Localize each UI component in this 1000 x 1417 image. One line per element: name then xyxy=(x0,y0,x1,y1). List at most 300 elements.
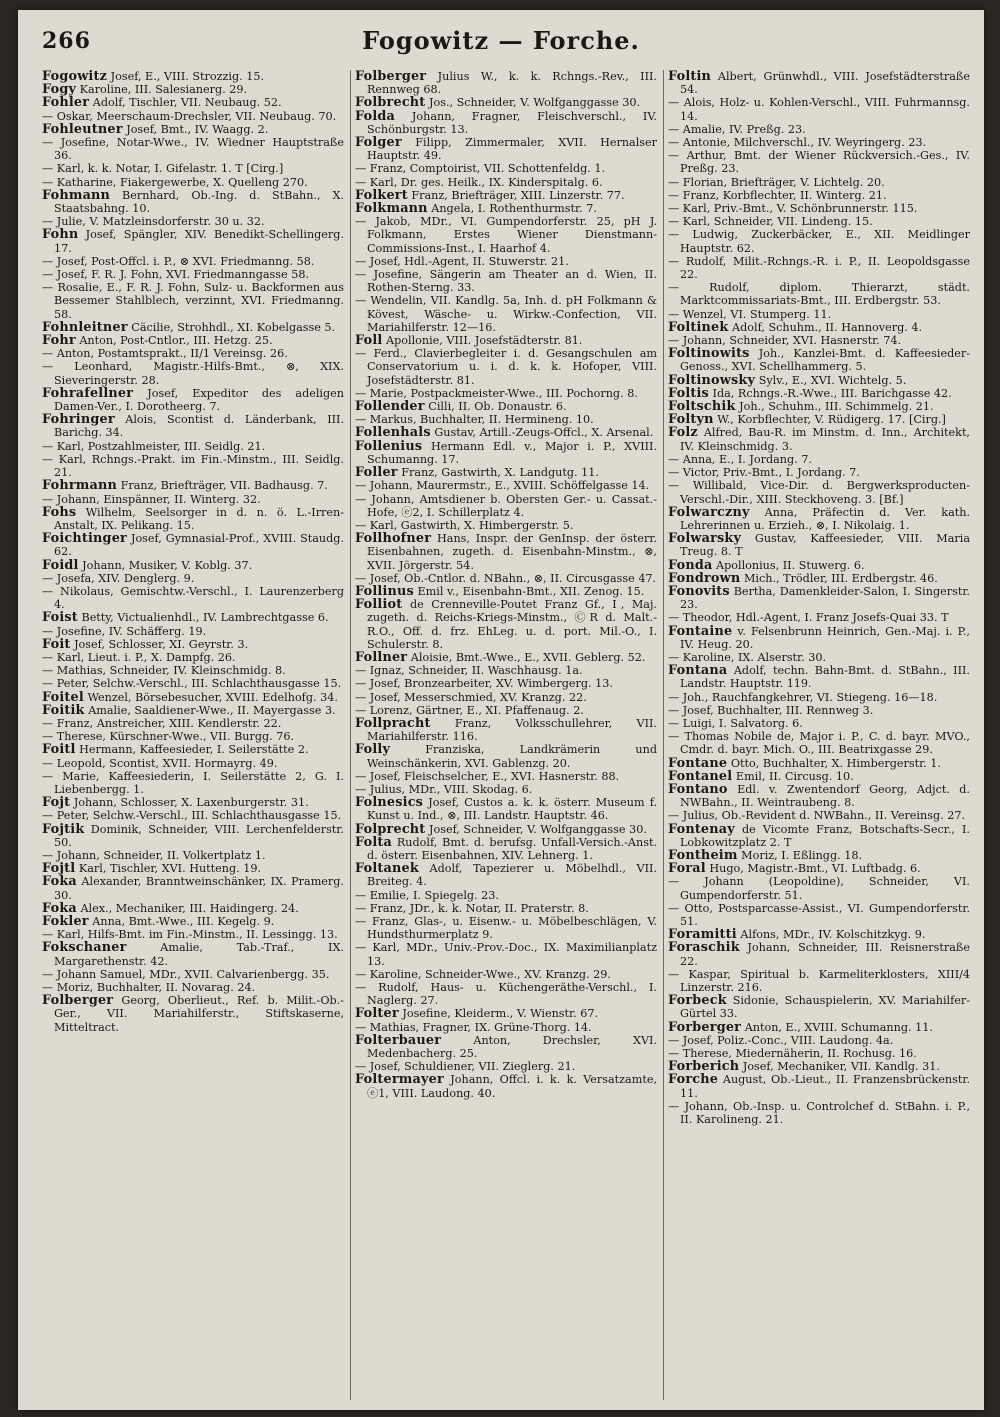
directory-entry xyxy=(42,717,344,730)
directory-entry xyxy=(42,664,344,677)
entry-details: Karoline, III. Salesianerg. 29. xyxy=(79,83,248,97)
entry-details: Ida, Rchngs.-R.-Wwe., III. Barichgasse 42. xyxy=(712,386,952,400)
entry-details: — Ignaz, Schneider, II. Waschhausg. 1a. xyxy=(355,664,583,678)
directory-entry xyxy=(668,466,970,479)
directory-entry xyxy=(668,862,970,875)
entry-surname: Fohrafellner xyxy=(42,385,134,401)
entry-details: — Oskar, Meerschaum-Drechsler, VII. Neubaug. 70. xyxy=(42,109,337,123)
directory-entry xyxy=(42,875,344,901)
entry-details: — Josefine, Sängerin am Theater an d. Wien, II. Rothen-Sterng. 33. xyxy=(355,268,657,295)
entry-details: — Johann, Einspänner, II. Winterg. 32. xyxy=(42,492,261,506)
directory-entry xyxy=(355,1034,657,1060)
entry-details: — Ludwig, Zuckerbäcker, E., XII. Meidlinger Hauptstr. 62. xyxy=(668,228,970,255)
entry-surname: Follpracht xyxy=(355,715,431,731)
directory-entry xyxy=(355,651,657,664)
directory-entry xyxy=(42,691,344,704)
entry-surname: Fonda xyxy=(668,557,713,573)
directory-entry xyxy=(42,704,344,717)
entry-details: Cäcilie, Strohhdl., XI. Kobelgasse 5. xyxy=(131,320,336,334)
directory-entry xyxy=(668,479,970,505)
entry-details: Johann, Fragner, Fleischverschl., IV. Schönburgstr. 13. xyxy=(367,109,657,136)
entry-details: Alois, Scontist d. Länderbank, III. Barichg. 34. xyxy=(54,413,344,440)
entry-surname: Foichtinger xyxy=(42,531,127,547)
directory-entry xyxy=(42,136,344,162)
entry-details: — Rudolf, Milit.-Rchngs.-R. i. P., II. Leopoldsgasse 22. xyxy=(668,254,970,282)
entry-surname: Follender xyxy=(355,399,425,415)
directory-entry xyxy=(355,1007,657,1020)
entry-details: — Franz, Korbflechter, II. Winterg. 21. xyxy=(668,188,887,202)
entry-details: Josef, Custos a. k. k. österr. Museum f. Kunst u. Ind., ⊗, III. Landstr. Hauptstr. 46. xyxy=(367,796,657,823)
entry-details: — Franz, Comptoirist, VII. Schottenfeldg. 1. xyxy=(355,162,606,176)
entry-details: — Leonhard, Magistr.-Hilfs-Bmt., ⊗, XIX. Sieveringerstr. 28. xyxy=(42,360,344,387)
directory-entry xyxy=(355,202,657,215)
directory-entry xyxy=(668,1073,970,1099)
entry-details: — Wendelin, VII. Kandlg. 5a, Inh. d. pH Folkmann & Kövest, Wäsche- u. Wirkw.-Confection, VII. Mariahilferstr. 12—16. xyxy=(355,294,657,334)
entry-details: — Marie, Kaffeesiederin, I. Seilerstätte 2, G. I. Liebenbergg. 1. xyxy=(42,769,344,796)
directory-entry xyxy=(42,994,344,1034)
directory-entry xyxy=(42,941,344,967)
entry-surname: Fogy xyxy=(42,82,77,98)
directory-entry xyxy=(42,347,344,360)
directory-entry xyxy=(42,770,344,796)
directory-entry xyxy=(668,968,970,994)
entry-details: Adolf, techn. Bahn-Bmt. d. StBahn., III. Landstr. Hauptstr. 119. xyxy=(680,664,970,691)
entry-surname: Folliot xyxy=(355,597,403,613)
entry-surname: Fokschaner xyxy=(42,940,127,956)
entry-details: Johann, Schneider, III. Reisnerstraße 22. xyxy=(680,941,970,968)
entry-details: Adolf, Schuhm., II. Hannoverg. 4. xyxy=(732,320,923,334)
entry-details: de Vicomte Franz, Botschafts-Secr., I. Lobkowitzplatz 2. T xyxy=(680,822,970,849)
directory-entry xyxy=(42,215,344,228)
directory-entry xyxy=(42,915,344,928)
directory-entry xyxy=(42,479,344,492)
entry-surname: Follhofner xyxy=(355,531,432,547)
entry-details: Angela, I. Rothenthurmstr. 7. xyxy=(431,202,597,216)
column-1 xyxy=(42,70,344,1400)
directory-entry xyxy=(668,1034,970,1047)
entry-details: — Karl, Priv.-Bmt., V. Schönbrunnerstr. 115. xyxy=(668,202,918,216)
directory-entry xyxy=(668,176,970,189)
entry-details: Dominik, Schneider, VIII. Lerchenfelderstr. 50. xyxy=(54,822,344,849)
entry-surname: Folda xyxy=(355,108,396,124)
entry-surname: Foral xyxy=(668,861,706,877)
entry-details: — Josef, Poliz.-Conc., VIII. Laudong. 4a. xyxy=(668,1033,894,1047)
entry-details: Jos., Schneider, V. Wolfganggasse 30. xyxy=(428,96,641,110)
directory-entry xyxy=(668,664,970,690)
entry-details: Mich., Trödler, III. Erdbergstr. 46. xyxy=(743,571,938,585)
entry-details: — Julius, Ob.-Revident d. NWBahn., II. Vereinsg. 27. xyxy=(668,809,966,823)
entry-details: — Ferd., Clavierbegleiter i. d. Gesangschulen am Conservatorium u. i. d. k. k. Hofoper, VIII. Josefstädterstr. 81. xyxy=(355,347,657,387)
entry-details: — Franz, Glas-, u. Eisenw.- u. Möbelbeschlägen, V. Hundsthurmerplatz 9. xyxy=(355,915,657,942)
directory-entry xyxy=(355,1073,657,1099)
entry-details: — Josef, Post-Offcl. i. P., ⊗ XVI. Friedmanng. 58. xyxy=(42,254,315,268)
entry-surname: Foitel xyxy=(42,689,84,705)
directory-entry xyxy=(668,691,970,704)
directory-entry xyxy=(355,110,657,136)
entry-details: — Rudolf, Haus- u. Küchengeräthe-Verschl., I. Naglerg. 27. xyxy=(355,981,657,1008)
entry-surname: Foka xyxy=(42,874,77,890)
entry-details: — Johann (Leopoldine), Schneider, VI. Gumpendorferstr. 51. xyxy=(668,875,970,902)
entry-surname: Fohler xyxy=(42,95,90,111)
entry-details: Rudolf, Bmt. d. berufsg. Unfall-Versich.-Anst. d. österr. Eisenbahnen, XIV. Lehnerg. 1. xyxy=(367,835,657,862)
entry-surname: Folkmann xyxy=(355,201,428,217)
directory-entry xyxy=(668,347,970,373)
directory-entry xyxy=(42,453,344,479)
entry-surname: Fondrown xyxy=(668,570,741,586)
directory-entry xyxy=(42,96,344,109)
entry-details: Julius W., k. k. Rchngs.-Rev., III. Rennweg 68. xyxy=(367,70,657,97)
entry-details: Josef, Mechaniker, VII. Kandlg. 31. xyxy=(742,1060,940,1074)
entry-details: Josef, Expeditor des adeligen Damen-Ver., I. Dorotheerg. 7. xyxy=(54,386,344,414)
entry-surname: Fontanel xyxy=(668,768,733,784)
entry-details: Anton, Post-Cntlor., III. Hetzg. 25. xyxy=(79,334,273,348)
directory-entry xyxy=(42,162,344,175)
page-number: 266 xyxy=(42,28,91,54)
entry-details: — Josef, F. R. J. Fohn, XVI. Friedmanngasse 58. xyxy=(42,268,309,282)
entry-details: Apollonie, VIII. Josefstädterstr. 81. xyxy=(386,334,583,348)
entry-surname: Fohn xyxy=(42,227,79,243)
entry-details: — Arthur, Bmt. der Wiener Rückversich.-Ges., IV. Preßg. 23. xyxy=(668,149,970,176)
directory-entry xyxy=(668,875,970,901)
directory-entry xyxy=(355,255,657,268)
entry-details: — Victor, Priv.-Bmt., I. Jordang. 7. xyxy=(668,466,860,480)
entry-surname: Fohringer xyxy=(42,412,115,428)
entry-details: — Joh., Rauchfangkehrer, VI. Stiegeng. 16—18. xyxy=(668,690,938,704)
entry-details: — Markus, Buchhalter, II. Hermineng. 10. xyxy=(355,413,594,427)
directory-entry xyxy=(668,149,970,175)
entry-details: — Josef, Ob.-Cntlor. d. NBahn., ⊗, II. Circusgasse 47. xyxy=(355,571,657,585)
entry-details: Gustav, Kaffeesieder, VIII. Maria Treug. 8. T xyxy=(680,532,970,559)
directory-entry xyxy=(42,849,344,862)
directory-entry xyxy=(355,400,657,413)
directory-entry xyxy=(42,559,344,572)
entry-details: Joh., Schuhm., III. Schimmelg. 21. xyxy=(739,400,934,414)
entry-details: — Rudolf, diplom. Thierarzt, städt. Marktcommissariats-Bmt., III. Erdbergstr. 53. xyxy=(668,281,970,308)
entry-details: — Josef, Messerschmied, XV. Kranzg. 22. xyxy=(355,690,587,704)
entry-details: — Karl, Hilfs-Bmt. im Fin.-Minstm., II. Lessingg. 13. xyxy=(42,928,338,942)
directory-entry xyxy=(668,1100,970,1126)
entry-details: August, Ob.-Lieut., II. Franzensbrückenstr. 11. xyxy=(680,1073,970,1100)
directory-entry xyxy=(355,968,657,981)
entry-details: — Josefine, Notar-Wwe., IV. Wiedner Hauptstraße 36. xyxy=(42,136,344,163)
directory-entry xyxy=(668,506,970,532)
entry-details: Amalie, Tab.-Traf., IX. Margarethenstr. 42. xyxy=(54,941,344,968)
entry-surname: Foltschik xyxy=(668,399,736,415)
entry-surname: Follinus xyxy=(355,583,414,599)
directory-entry xyxy=(42,413,344,439)
directory-entry xyxy=(42,611,344,624)
entry-surname: Fohr xyxy=(42,333,76,349)
entry-details: Anton, E., XVIII. Schumanng. 11. xyxy=(744,1020,933,1034)
directory-entry xyxy=(355,823,657,836)
entry-details: — Alois, Holz- u. Kohlen-Verschl., VIII. Fuhrmannsg. 14. xyxy=(668,96,970,123)
directory-entry xyxy=(355,96,657,109)
entry-surname: Fogowitz xyxy=(42,70,108,84)
directory-entry xyxy=(42,585,344,611)
entry-details: Josef, Schlosser, XI. Geyrstr. 3. xyxy=(74,637,249,651)
entry-details: — Karoline, Schneider-Wwe., XV. Kranzg. 29. xyxy=(355,967,611,981)
entry-details: — Thomas Nobile de, Major i. P., C. d. bayr. MVO., Cmdr. d. bayr. Mich. O., III. Beatrixgasse 29. xyxy=(668,730,970,757)
entry-details: Alex., Mechaniker, III. Haidingerg. 24. xyxy=(80,901,299,915)
entry-surname: Fontano xyxy=(668,781,728,797)
entry-details: Adolf, Tapezierer u. Möbelhdl., VII. Breiteg. 4. xyxy=(367,862,657,889)
entry-details: Josef, Bmt., IV. Waagg. 2. xyxy=(126,122,269,136)
entry-surname: Fojtik xyxy=(42,821,85,837)
entry-surname: Foist xyxy=(42,610,78,626)
entry-surname: Fonovits xyxy=(668,583,730,599)
directory-entry xyxy=(42,730,344,743)
directory-entry xyxy=(668,136,970,149)
entry-surname: Fontheim xyxy=(668,847,738,863)
directory-entry xyxy=(668,255,970,281)
directory-entry xyxy=(355,334,657,347)
directory-entry xyxy=(668,625,970,651)
entry-details: Apollonius, II. Stuwerg. 6. xyxy=(716,558,865,572)
directory-entry xyxy=(42,862,344,875)
directory-entry xyxy=(668,704,970,717)
directory-entry xyxy=(668,202,970,215)
directory-entry xyxy=(668,902,970,928)
entry-surname: Folger xyxy=(355,135,402,151)
directory-entry xyxy=(668,453,970,466)
directory-entry xyxy=(42,70,344,83)
entry-details: — Rosalie, E., F. R. J. Fohn, Sulz- u. Backformen aus Bessemer Stahlblech, verzinnt, XVI. Friedmanng. 58. xyxy=(42,281,344,321)
directory-entry xyxy=(42,228,344,254)
column-divider xyxy=(350,70,351,1400)
entry-details: Josefine, Kleiderm., V. Wienstr. 67. xyxy=(402,1007,599,1021)
entry-surname: Fohnleitner xyxy=(42,319,128,335)
directory-entry xyxy=(42,572,344,585)
directory-entry xyxy=(668,1021,970,1034)
column-divider xyxy=(663,70,664,1400)
directory-entry xyxy=(668,321,970,334)
entry-surname: Fohrmann xyxy=(42,478,118,494)
entry-details: — Franz, JDr., k. k. Notar, II. Praterstr. 8. xyxy=(355,901,589,915)
entry-surname: Foltyn xyxy=(668,412,714,428)
directory-entry xyxy=(355,215,657,255)
entry-details: Emil, II. Circusg. 10. xyxy=(735,769,854,783)
entry-details: Hermann, Kaffeesieder, I. Seilerstätte 2. xyxy=(79,743,309,757)
entry-surname: Folz xyxy=(668,425,698,441)
directory-entry xyxy=(42,743,344,756)
entry-details: Filipp, Zimmermaler, XVII. Hernalser Hauptstr. 49. xyxy=(367,136,657,163)
entry-details: Josef, Spängler, XIV. Benedikt-Schellingerg. 17. xyxy=(54,228,344,255)
entry-details: — Florian, Briefträger, V. Lichtelg. 20. xyxy=(668,175,885,189)
directory-entry xyxy=(355,941,657,967)
entry-details: Aloisie, Bmt.-Wwe., E., XVII. Geblerg. 52. xyxy=(410,650,646,664)
entry-surname: Folterbauer xyxy=(355,1032,442,1048)
directory-entry xyxy=(42,493,344,506)
directory-entry xyxy=(355,664,657,677)
directory-entry xyxy=(668,123,970,136)
entry-surname: Folberger xyxy=(42,993,114,1009)
entry-details: Emil v., Eisenbahn-Bmt., XII. Zenog. 15. xyxy=(417,584,645,598)
entry-details: Bertha, Damenkleider-Salon, I. Singerstr. 23. xyxy=(680,584,970,612)
entry-surname: Foltin xyxy=(668,70,712,84)
directory-entry xyxy=(355,691,657,704)
entry-details: — Moriz, Buchhalter, II. Novarag. 24. xyxy=(42,981,256,995)
entry-details: — Josef, Bronzearbeiter, XV. Wimbergerg. 13. xyxy=(355,677,613,691)
entry-surname: Foit xyxy=(42,636,71,652)
directory-columns xyxy=(42,70,972,1400)
entry-surname: Foraschik xyxy=(668,940,740,956)
entry-surname: Foltis xyxy=(668,385,709,401)
entry-details: — Therese, Kürschner-Wwe., VII. Burgg. 76. xyxy=(42,730,295,744)
entry-details: — Karl, MDr., Univ.-Prov.-Doc., IX. Maximilianplatz 13. xyxy=(355,941,657,968)
directory-entry xyxy=(42,625,344,638)
directory-entry xyxy=(355,440,657,466)
entry-details: Betty, Victualienhdl., IV. Lambrechtgasse 6. xyxy=(81,611,329,625)
entry-details: Joh., Kanzlei-Bmt. d. Kaffeesieder-Genoss., XVI. Schellhammerg. 5. xyxy=(680,347,970,374)
entry-surname: Fojtl xyxy=(42,861,76,877)
directory-entry xyxy=(42,334,344,347)
entry-details: — Karl, Lieut. i. P., X. Dampfg. 26. xyxy=(42,650,236,664)
entry-surname: Folwarczny xyxy=(668,504,750,520)
directory-entry xyxy=(668,96,970,122)
entry-details: — Katharine, Fiakergewerbe, X. Quelleng 270. xyxy=(42,175,308,189)
entry-details: de Crenneville-Poutet Franz Gf., Ⅰ, Maj. zugeth. d. Reichs-Kriegs-Minstm., ⒸR d. Malt.-R.O., Off. d. frz. EhLeg. u. d. port. Mil.-O., I. Schulerstr. 8. xyxy=(367,598,657,651)
entry-details: Wilhelm, Seelsorger in d. n. ö. L.-Irren-Anstalt, IX. Pelikang. 15. xyxy=(54,505,344,532)
directory-entry xyxy=(668,215,970,228)
entry-surname: Fokler xyxy=(42,914,89,929)
entry-surname: Fontane xyxy=(668,755,728,771)
entry-details: — Karl, Postzahlmeister, III. Seidlg. 21. xyxy=(42,439,266,453)
entry-surname: Foltanek xyxy=(355,861,419,877)
entry-details: — Wenzel, VI. Stumperg. 11. xyxy=(668,307,832,321)
directory-entry xyxy=(355,743,657,769)
entry-details: — Johann, Schneider, XVI. Hasnerstr. 74. xyxy=(668,334,902,348)
entry-surname: Fontenay xyxy=(668,821,735,837)
column-3 xyxy=(668,70,970,1400)
directory-entry xyxy=(668,532,970,558)
directory-entry xyxy=(355,915,657,941)
entry-details: — Mathias, Schneider, IV. Kleinschmidg. 8. xyxy=(42,664,286,678)
directory-entry xyxy=(668,717,970,730)
entry-details: — Peter, Selchw.-Verschl., III. Schlachthausgasse 15. xyxy=(42,677,342,691)
entry-surname: Folkert xyxy=(355,187,408,203)
entry-surname: Folprecht xyxy=(355,821,426,837)
page-header xyxy=(18,22,984,62)
entry-details: — Anna, E., I. Jordang. 7. xyxy=(668,452,812,466)
entry-surname: Folbrecht xyxy=(355,95,426,111)
directory-entry xyxy=(668,281,970,307)
entry-details: Albert, Grünwhdl., VIII. Josefstädterstraße 54. xyxy=(680,70,970,97)
entry-details: — Otto, Postsparcasse-Assist., VI. Gumpendorferstr. 51. xyxy=(668,901,970,928)
directory-entry xyxy=(42,123,344,136)
entry-details: — Nikolaus, Gemischtw.-Verschl., I. Laurenzerberg 4. xyxy=(42,584,344,612)
entry-surname: Fontana xyxy=(668,663,728,679)
entry-details: — Karl, Gastwirth, X. Himbergerstr. 5. xyxy=(355,518,574,532)
entry-surname: Folberger xyxy=(355,70,427,84)
entry-details: — Karl, Schneider, VII. Lindeng. 15. xyxy=(668,215,873,229)
entry-details: Sidonie, Schauspielerin, XV. Mariahilfer-Gürtel 33. xyxy=(680,994,970,1021)
entry-details: Karl, Tischler, XVI. Hutteng. 19. xyxy=(78,862,262,876)
entry-surname: Fohleutner xyxy=(42,121,123,137)
directory-entry xyxy=(42,968,344,981)
entry-details: Hugo, Magistr.-Bmt., VI. Luftbadg. 6. xyxy=(709,862,921,876)
entry-details: — Luigi, I. Salvatorg. 6. xyxy=(668,716,803,730)
directory-entry xyxy=(355,902,657,915)
entry-details: — Johann, Ob.-Insp. u. Controlchef d. StBahn. i. P., II. Karolineng. 21. xyxy=(668,1099,970,1127)
entry-details: — Josef, Schuldiener, VII. Zieglerg. 21. xyxy=(355,1060,576,1074)
directory-entry xyxy=(668,70,970,96)
entry-surname: Fohs xyxy=(42,504,77,520)
directory-entry xyxy=(42,796,344,809)
entry-details: Bernhard, Ob.-Ing. d. StBahn., X. Staatsbahng. 10. xyxy=(54,188,344,216)
entry-details: Franz, Gastwirth, X. Landgutg. 11. xyxy=(401,466,599,480)
directory-entry xyxy=(668,941,970,967)
directory-entry xyxy=(668,426,970,452)
entry-surname: Folnesics xyxy=(355,795,424,811)
entry-surname: Foltermayer xyxy=(355,1072,444,1088)
entry-details: Johann, Schlosser, X. Laxenburgerstr. 31. xyxy=(73,796,309,810)
entry-details: Franziska, Landkrämerin und Weinschänkerin, XVI. Gablenzg. 20. xyxy=(367,743,657,770)
entry-details: Johann, Musiker, V. Koblg. 37. xyxy=(82,558,253,572)
entry-surname: Foidl xyxy=(42,557,79,573)
directory-entry xyxy=(668,228,970,254)
entry-details: Georg, Oberlieut., Ref. b. Milit.-Ob.-Ger., VII. Mariahilferstr., Stiftskaserne, Mitteltract. xyxy=(54,994,344,1034)
directory-entry xyxy=(668,374,970,387)
directory-entry xyxy=(355,532,657,572)
entry-details: — Jakob, MDr., VI. Gumpendorferstr. 25, pH J. Folkmann, Erstes Wiener Dienstmann-Commissions-Inst., I. Haarhof 4. xyxy=(355,215,657,255)
entry-details: Wenzel, Börsebesucher, XVIII. Edelhofg. 34. xyxy=(87,690,338,704)
entry-details: — Mathias, Fragner, IX. Grüne-Thorg. 14. xyxy=(355,1020,592,1034)
entry-details: — Therese, Miedernäherin, II. Rochusg. 16. xyxy=(668,1047,917,1061)
directory-entry xyxy=(355,70,657,96)
directory-entry xyxy=(355,162,657,175)
directory-entry xyxy=(42,677,344,690)
directory-entry xyxy=(42,268,344,281)
entry-surname: Foltinowsky xyxy=(668,372,756,388)
directory-entry xyxy=(668,585,970,611)
entry-details: Amalie, Saaldiener-Wwe., II. Mayergasse 3. xyxy=(88,703,336,717)
directory-entry xyxy=(42,189,344,215)
entry-details: — Marie, Postpackmeister-Wwe., III. Pochorng. 8. xyxy=(355,386,638,400)
directory-entry xyxy=(355,677,657,690)
directory-entry xyxy=(355,294,657,334)
directory-entry xyxy=(355,981,657,1007)
entry-surname: Fohmann xyxy=(42,187,111,203)
entry-details: Josef, Schneider, V. Wolfganggasse 30. xyxy=(428,822,647,836)
entry-details: Hermann Edl. v., Major i. P., XVIII. Schumanng. 17. xyxy=(367,439,657,466)
directory-entry xyxy=(42,281,344,321)
entry-details: Alfons, MDr., IV. Kolschitzkyg. 9. xyxy=(740,928,926,942)
entry-surname: Folly xyxy=(355,742,391,758)
directory-entry xyxy=(355,493,657,519)
entry-surname: Follner xyxy=(355,649,408,665)
entry-details: Anna, Bmt.-Wwe., III. Kegelg. 9. xyxy=(92,915,275,928)
entry-surname: Forberich xyxy=(668,1059,740,1075)
entry-details: — Theodor, Hdl.-Agent, I. Franz Josefs-Quai 33. T xyxy=(668,611,949,625)
entry-details: Anna, Präfectin d. Ver. kath. Lehrerinnen u. Erzieh., ⊗, I. Nikolaig. 1. xyxy=(680,505,970,532)
directory-entry xyxy=(42,440,344,453)
directory-entry xyxy=(42,651,344,664)
entry-details: — Anton, Postamtsprakt., II/1 Vereinsg. 26. xyxy=(42,347,288,361)
entry-details: — Johann, Maurermstr., E., XVIII. Schöffelgasse 14. xyxy=(355,479,650,493)
directory-entry xyxy=(42,321,344,334)
entry-surname: Forche xyxy=(668,1072,719,1088)
entry-details: Franz, Briefträger, XIII. Linzerstr. 77. xyxy=(411,188,625,202)
entry-details: Alfred, Bau-R. im Minstm. d. Inn., Architekt, IV. Kleinschmidg. 3. xyxy=(680,426,970,453)
entry-details: Josef, E., VIII. Strozzig. 15. xyxy=(110,70,265,83)
directory-entry xyxy=(355,347,657,387)
entry-details: — Peter, Selchw.-Verschl., III. Schlachthausgasse 15. xyxy=(42,809,342,823)
entry-details: — Karl, Rchngs.-Prakt. im Fin.-Minstm., III. Seidlg. 21. xyxy=(42,452,344,480)
entry-surname: Folter xyxy=(355,1006,399,1022)
entry-surname: Foitl xyxy=(42,742,76,758)
entry-details: — Josef, Hdl.-Agent, II. Stuwerstr. 21. xyxy=(355,254,569,268)
entry-details: Moriz, I. Eßlingg. 18. xyxy=(741,848,863,862)
